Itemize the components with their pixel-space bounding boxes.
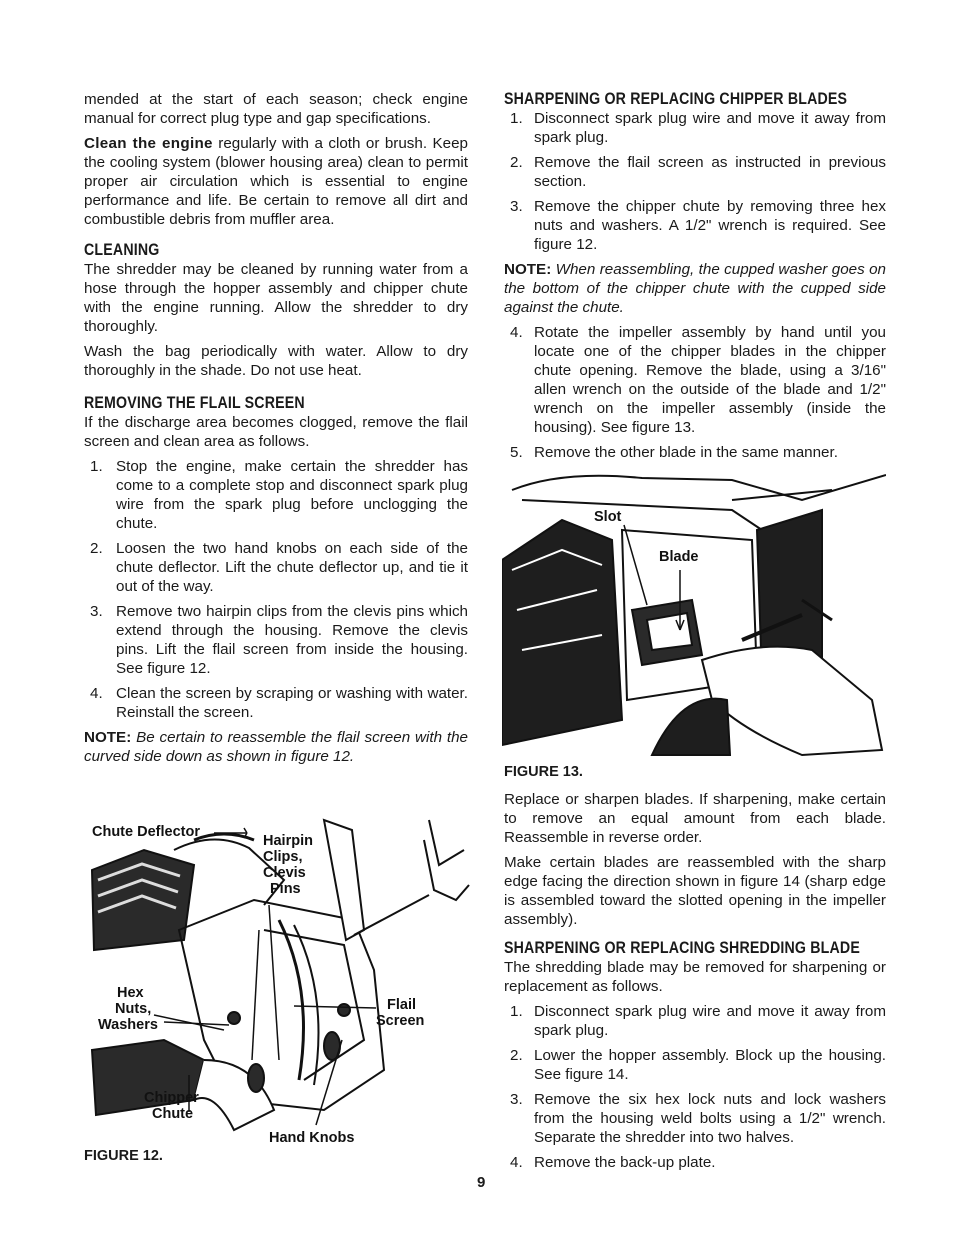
step-number: 2. [90, 540, 103, 557]
figure-13-caption: FIGURE 13. [504, 764, 583, 780]
step-number: 1. [90, 458, 103, 475]
cleaning-paragraph-1: The shredder may be cleaned by running water from a hose through the hopper assembly and chipper chute with the engine running. Allow the shredder to dry thoroughly. [84, 261, 468, 335]
chipper-steps-list-a [504, 109, 886, 254]
step-number: 1. [510, 1003, 523, 1020]
note-label: NOTE: [504, 261, 552, 278]
flail-intro: If the discharge area becomes clogged, remove the flail screen and clean area as follows. [84, 414, 468, 450]
list-item [84, 539, 468, 596]
step-text: Remove the chipper chute by removing three hex nuts and washers. A 1/2" wrench is required. See figure 12. [534, 198, 886, 253]
step-number: 4. [90, 685, 103, 702]
list-item [504, 1046, 886, 1084]
step-number: 4. [510, 1154, 523, 1171]
intro-paragraph: mended at the start of each season; check engine manual for correct plug type and gap specifications. [84, 91, 468, 127]
page-number: 9 [477, 1174, 486, 1191]
shredding-blade-heading: SHARPENING OR REPLACING SHREDDING BLADE [504, 939, 860, 957]
list-item [504, 1153, 886, 1172]
list-item [504, 323, 886, 437]
label-blade: Blade [659, 549, 699, 565]
list-item [84, 684, 468, 722]
cleaning-heading: CLEANING [84, 241, 160, 259]
replace-paragraph-2: Make certain blades are reassembled with the sharp edge facing the direction shown in figure 14 (sharp edge is assembled toward the slotted opening in the impeller assembly). [504, 854, 886, 928]
left-column [84, 90, 468, 772]
step-text: Loosen the two hand knobs on each side of the chute deflector. Lift the chute deflector up, and tie it out of the way. [116, 540, 468, 595]
label-flail: Flail [387, 997, 417, 1013]
step-text: Remove the back-up plate. [534, 1154, 716, 1171]
chipper-blades-heading: SHARPENING OR REPLACING CHIPPER BLADES [504, 90, 848, 108]
label-nuts: Nuts, [115, 1001, 152, 1017]
step-text: Disconnect spark plug wire and move it away from spark plug. [534, 110, 886, 146]
clean-engine-text: regularly with a cloth or brush. Keep the cooling system (blower housing area) clean to permit proper air circulation which is essential to engine performance and life. Be certain to remove all dirt and combustible debris from muffler area. [84, 135, 468, 228]
list-item [84, 602, 468, 678]
step-text: Stop the engine, make certain the shredder has come to a complete stop and disconnect spark plug wire from the spark plug before unclogging the chute. [116, 458, 468, 532]
step-number: 3. [90, 603, 103, 620]
list-item [504, 443, 886, 462]
list-item [504, 1090, 886, 1147]
step-number: 2. [510, 154, 523, 171]
list-item [84, 457, 468, 533]
note-text: When reassembling, the cupped washer goes on the bottom of the chipper chute with the cupped side against the chute. [504, 261, 886, 316]
label-slot: Slot [594, 509, 622, 525]
cleaning-paragraph-2: Wash the bag periodically with water. Allow to dry thoroughly in the shade. Do not use heat. [84, 343, 468, 379]
step-number: 3. [510, 198, 523, 215]
flail-note [84, 728, 468, 766]
step-text: Remove the other blade in the same manner. [534, 444, 838, 461]
step-number: 2. [510, 1047, 523, 1064]
list-item [504, 197, 886, 254]
label-clevis: Clevis [263, 865, 306, 881]
chipper-note [504, 260, 886, 317]
clean-engine-lead: Clean the engine [84, 135, 213, 152]
label-chute: Chute [152, 1106, 194, 1122]
step-number: 4. [510, 324, 523, 341]
label-hand-knobs: Hand Knobs [269, 1130, 355, 1146]
step-number: 5. [510, 444, 523, 461]
note-label: NOTE: [84, 729, 132, 746]
label-chute-deflector: Chute Deflector [92, 824, 200, 840]
flail-screen-heading: REMOVING THE FLAIL SCREEN [84, 394, 305, 412]
figure-13-illustration [502, 470, 886, 758]
label-screen: Screen [376, 1013, 425, 1029]
label-chipper: Chipper [144, 1090, 199, 1106]
right-column-top [504, 90, 886, 468]
label-pins: Pins [270, 881, 301, 897]
step-text: Remove two hairpin clips from the clevis pins which extend through the housing. Remove the clevis pins. Lift the flail screen from inside the housing. See figure 12. [116, 603, 468, 677]
right-column-bottom [504, 790, 886, 1178]
label-clips: Clips, [263, 849, 303, 865]
label-hairpin: Hairpin [263, 833, 313, 849]
replace-paragraph-1: Replace or sharpen blades. If sharpening, make certain to remove an equal amount from each blade. Reassemble in reverse order. [504, 791, 886, 846]
step-text: Clean the screen by scraping or washing with water. Reinstall the screen. [116, 685, 468, 721]
step-number: 1. [510, 110, 523, 127]
step-text: Lower the hopper assembly. Block up the housing. See figure 14. [534, 1047, 886, 1083]
step-text: Rotate the impeller assembly by hand until you locate one of the chipper blades in the chipper chute opening. Remove the blade, using a 3/16" allen wrench on the outside of the blade and 1/2" wrench on the impeller assembly (inside the housing). See figure 13. [534, 324, 886, 436]
label-washers: Washers [98, 1017, 158, 1033]
clean-engine-paragraph [84, 134, 468, 229]
figure-12-caption: FIGURE 12. [84, 1148, 163, 1164]
shredding-intro: The shredding blade may be removed for sharpening or replacement as follows. [504, 959, 886, 995]
label-hex: Hex [117, 985, 144, 1001]
list-item [504, 109, 886, 147]
list-item [504, 153, 886, 191]
list-item [504, 1002, 886, 1040]
note-text: Be certain to reassemble the flail screen with the curved side down as shown in figure 12. [84, 729, 468, 765]
chipper-steps-list-b [504, 323, 886, 462]
flail-steps-list [84, 457, 468, 722]
shredding-steps-list [504, 1002, 886, 1172]
step-number: 3. [510, 1091, 523, 1108]
step-text: Disconnect spark plug wire and move it away from spark plug. [534, 1003, 886, 1039]
step-text: Remove the six hex lock nuts and lock washers from the housing weld bolts using a 1/2" wrench. Separate the shredder into two halves. [534, 1091, 886, 1146]
step-text: Remove the flail screen as instructed in previous section. [534, 154, 886, 190]
